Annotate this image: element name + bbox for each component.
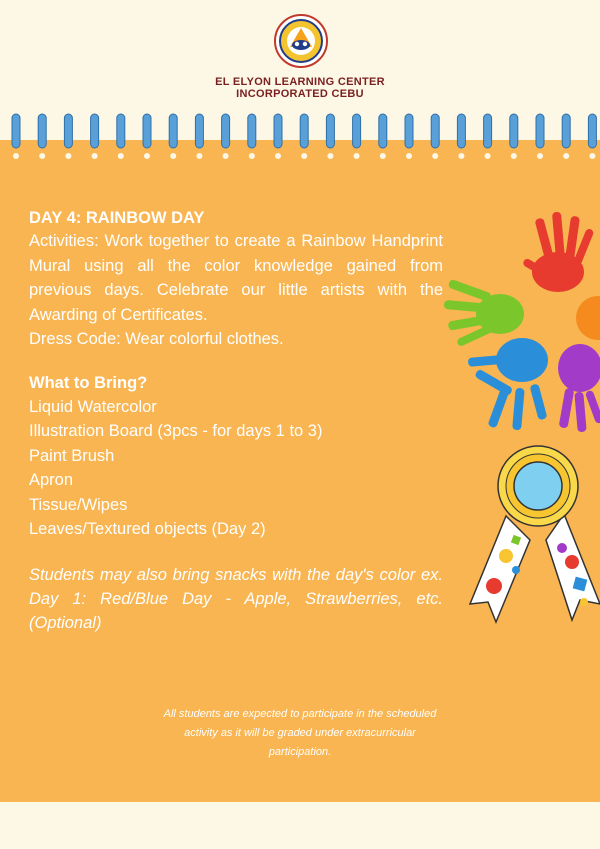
spiral-ring [195,114,203,148]
spiral-ring [484,114,492,148]
spiral-hole [39,153,45,159]
spiral-ring [143,114,151,148]
spiral-ring [300,114,308,148]
spiral-ring [457,114,465,148]
spiral-hole [458,153,464,159]
school-name-line1: EL ELYON LEARNING CENTER [215,76,385,88]
bring-list [29,395,443,542]
spiral-ring [12,114,20,148]
spiral-hole [170,153,176,159]
spiral-hole [223,153,229,159]
spiral-ring [117,114,125,148]
spiral-hole [249,153,255,159]
spiral-hole [196,153,202,159]
school-name-line2: INCORPORATED CEBU [236,88,364,100]
spiral-hole [275,153,281,159]
activity-content [29,207,443,635]
bring-item: Apron [29,471,74,489]
what-to-bring-heading: What to Bring? [29,373,148,392]
spiral-ring [222,114,230,148]
spiral-hole [511,153,517,159]
spiral-hole [13,153,19,159]
spiral-hole [380,153,386,159]
bring-item: Leaves/Textured objects (Day 2) [29,520,266,538]
spiral-hole [92,153,98,159]
bring-item: Liquid Watercolor [29,397,157,416]
spiral-binding [0,108,600,168]
activities-text: Activities: Work together to create a Rainbow Handprint Mural using all the color knowledge gained from previous days. Celebrate our little artists with the Awarding of Certificates. [29,232,443,324]
spiral-hole [118,153,124,159]
bring-item: Illustration Board (3pcs - for days 1 to 3) [29,422,323,440]
rainbow-handprints-icon [440,210,600,440]
school-name [0,76,600,100]
day-title: DAY 4: RAINBOW DAY [29,209,205,227]
dress-code-text: Dress Code: Wear colorful clothes. [29,330,284,348]
spiral-ring [588,114,596,148]
bring-item: Paint Brush [29,446,115,465]
spiral-hole [144,153,150,159]
spiral-ring [326,114,334,148]
spiral-ring [405,114,413,148]
spiral-ring [510,114,518,148]
spiral-hole [485,153,491,159]
spiral-ring [562,114,570,148]
snack-note: Students may also bring snacks with the day's color ex. Day 1: Red/Blue Day - Apple, Strawberries, etc. (Optional) [29,565,443,632]
spiral-ring [169,114,177,148]
spiral-ring [38,114,46,148]
spiral-hole [537,153,543,159]
spiral-hole [65,153,71,159]
footer-note: All students are expected to participate in the scheduled activity as it will be graded under extracurricular participation. [163,708,437,758]
spiral-hole [589,153,595,159]
spiral-ring [353,114,361,148]
bring-item: Tissue/Wipes [29,495,128,514]
school-logo [274,14,328,68]
spiral-ring [248,114,256,148]
spiral-ring [274,114,282,148]
award-ribbon-icon [466,444,600,654]
spiral-hole [406,153,412,159]
spiral-ring [536,114,544,148]
spiral-ring [379,114,387,148]
spiral-ring [64,114,72,148]
spiral-hole [432,153,438,159]
spiral-hole [563,153,569,159]
spiral-ring [91,114,99,148]
spiral-hole [301,153,307,159]
spiral-hole [354,153,360,159]
spiral-hole [327,153,333,159]
spiral-ring [431,114,439,148]
